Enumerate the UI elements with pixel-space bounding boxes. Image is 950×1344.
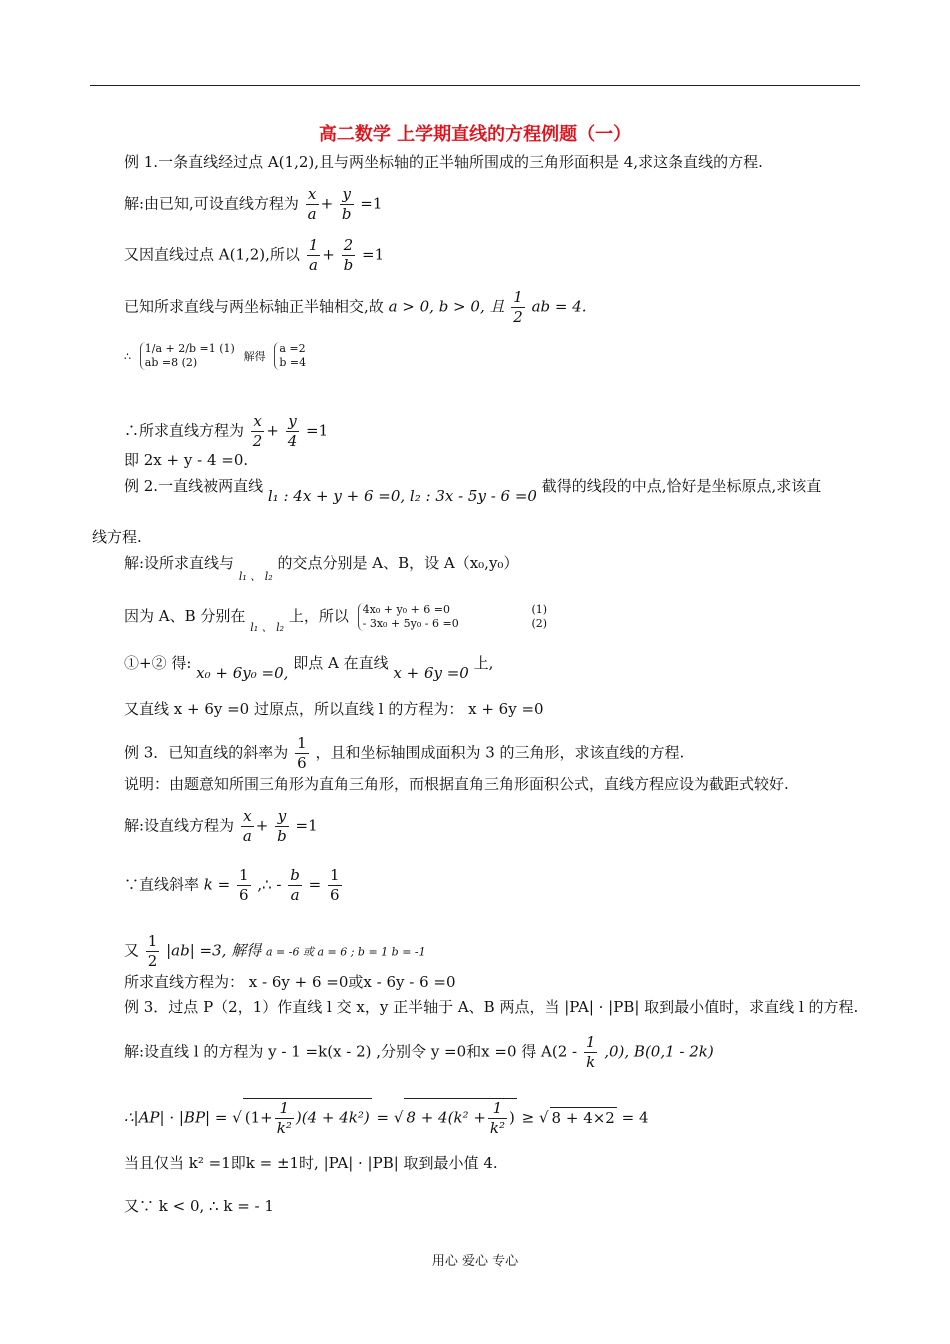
ex2-step3: ①+② 得: x₀ + 6y₀ =0, 即点 A 在直线 x + 6y =0 上, <box>124 654 494 682</box>
ex3-step3: 又 $\frac{1}{2}$ |ab| =3, 解得 a = -6 或 a = 6 ; b = 1 b = -1 <box>124 932 426 970</box>
ex1-step5: 即 2x + y - 4 =0. <box>124 451 249 469</box>
ex1-system: ∴ 1/a + 2/b =1 (1) ab =8 (2) 解得 a =2 b =4 <box>124 342 307 369</box>
ex2-step1: 解:设所求直线与 $_{l_1 、 l_2}$ 的交点分别是 A、B，设 A（x₀,y₀） <box>124 554 519 583</box>
ex2-step2: 因为 A、B 分别在 $_{l_1 、 l_2}$ 上，所以 4x₀ + y₀ + 6 =0 - 3x₀ + 5y₀ - 6 =0 (1) (2) <box>124 603 548 634</box>
ex4-step1: 解:设直线 l 的方程为 y - 1 =k(x - 2) ,分别令 y =0和x =0 得 A(2 - $\frac{1}{k}$ ,0), B(0,1 - 2k) <box>124 1033 714 1071</box>
ex1-question: 例 1.一条直线经过点 A(1,2),且与两坐标轴的正半轴所围成的三角形面积是 4,求这条直线的方程. <box>124 153 763 171</box>
ex3-step2: ∵直线斜率 k = $\frac{1}{6}$ ,∴ - $\frac{b}{a}$ = $\frac{1}{6}$ <box>124 866 340 904</box>
ex4-question: 例 3．过点 P（2，1）作直线 l 交 x，y 正半轴于 A、B 两点，当 |PA| · |PB| 取到最小值时，求直线 l 的方程. <box>124 998 859 1016</box>
header-rule <box>90 85 860 86</box>
ex4-step2: ∴|AP| · |BP| = √ (1+ $\frac{1}{\text{k²}}$ )(4 + 4k²) = √ 8 + 4(k² + $\frac{1}{\text{k²}}$ ) ≥ √ 8 + 4×2 = 4 <box>124 1099 649 1137</box>
ex1-step4: ∴所求直线方程为 $\frac{x}{2}$ + $\frac{y}{4}$ =1 <box>124 412 329 450</box>
ex3-step1: 解:设直线方程为 $\frac{x}{a}$ + $\frac{y}{b}$ =1 <box>124 807 318 845</box>
ex2-question-cont: 线方程. <box>92 528 142 546</box>
ex2-question: 例 2.一直线被两直线 l₁ : 4x + y + 6 =0, l₂ : 3x - 5y - 6 =0 截得的线段的中点,恰好是坐标原点,求该直 <box>124 477 822 505</box>
page-title: 高二数学 上学期直线的方程例题（一） <box>318 124 632 145</box>
ex1-step1: 解:由已知,可设直线方程为 $\frac{x}{a}$ + $\frac{y}{b}$ =1 <box>124 185 383 223</box>
ex3-note: 说明：由题意知所围三角形为直角三角形，而根据直角三角形面积公式，直线方程应设为截距式较好. <box>124 775 789 793</box>
page-footer: 用心 爱心 专心 <box>431 1254 519 1269</box>
ex4-step3: 当且仅当 k² =1即k = ±1时, |PA| · |PB| 取到最小值 4. <box>124 1154 498 1172</box>
ex3-question: 例 3．已知直线的斜率为 $\frac{1}{6}$ ，且和坐标轴围成面积为 3 的三角形，求该直线的方程. <box>124 734 685 772</box>
ex3-step4: 所求直线方程为： x - 6y + 6 =0或x - 6y - 6 =0 <box>124 973 456 991</box>
ex1-step3: 已知所求直线与两坐标轴正半轴相交,故 a > 0, b > 0, 且 $\frac{1}{2}$ ab = 4. <box>124 288 587 326</box>
ex4-step4: 又∵ k < 0, ∴ k = - 1 <box>124 1197 274 1215</box>
ex2-step4: 又直线 x + 6y =0 过原点，所以直线 l 的方程为： x + 6y =0 <box>124 700 544 718</box>
ex1-step2: 又因直线过点 A(1,2),所以 $\frac{1}{a}$ + $\frac{2}{b}$ =1 <box>124 236 385 274</box>
